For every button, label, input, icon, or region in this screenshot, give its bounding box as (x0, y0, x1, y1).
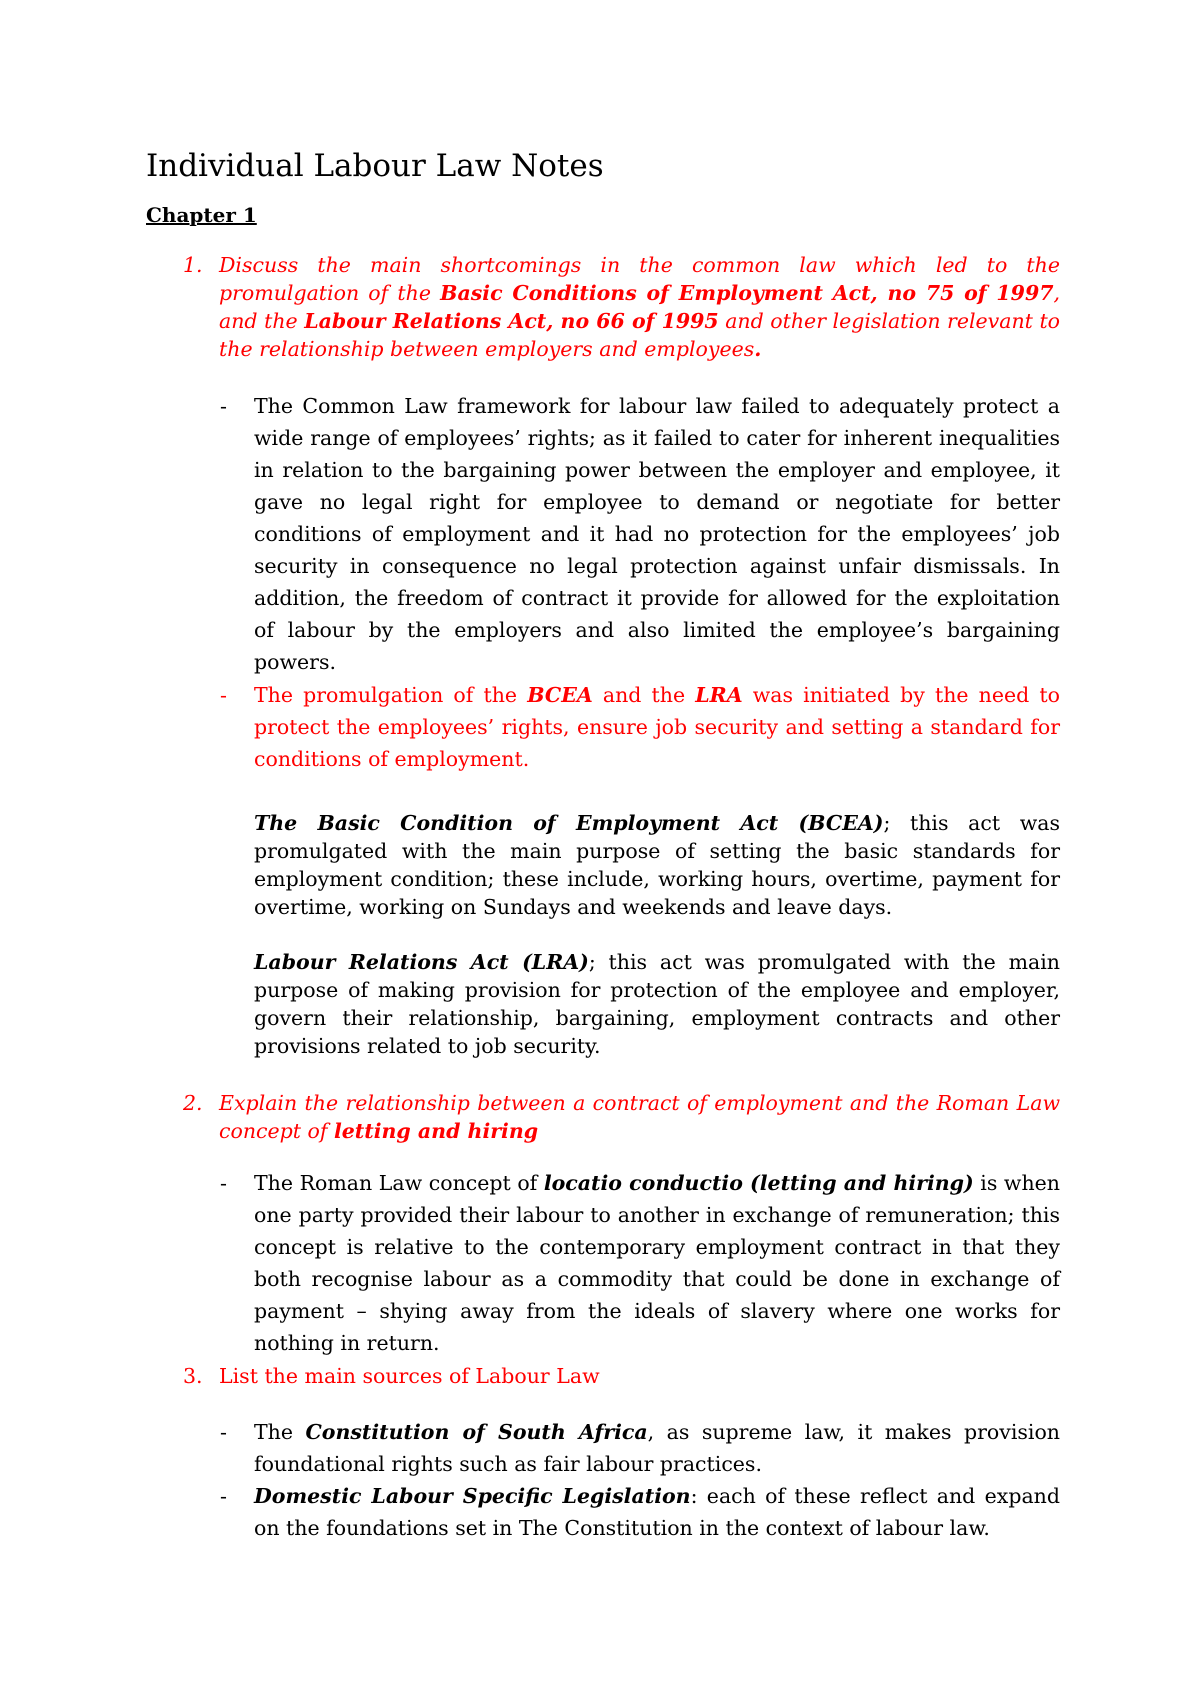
bullet-item: - The Common Law framework for labour law failed to adequately protect a wide range of employees’ rights; as it failed to cater for inherent inequalities in relation to the bargaining power between the employer and employee, it gave no legal right for employee to demand or negotiate for better conditions of employment and it had no protection for the employees’ job security in consequence no legal protection against unfair dismissals. In addition, the freedom of contract it provide for allowed for the exploitation of labour by the employers and also limited the employee’s bargaining powers. (254, 390, 1060, 678)
question-1: 1. Discuss the main shortcomings in the common law which led to the promulgation of the Basic Conditions of Employment Act, no 75 of 1997, and the Labour Relations Act, no 66 of 1995 and other legislation relevant to the relationship between employers and employees. (183, 253, 1061, 361)
bullet-item: - The Constitution of South Africa, as supreme law, it makes provision foundational rights such as fair labour practices. (254, 1416, 1060, 1480)
question-number: 3. (183, 1364, 203, 1388)
chapter-heading: Chapter 1 (146, 203, 257, 227)
bullet-item: - The Roman Law concept of locatio conductio (letting and hiring) is when one party provided their labour to another in exchange of remuneration; this concept is relative to the contemporary employment contract in that they both recognise labour as a commodity that could be done in exchange of payment – shying away from the ideals of slavery where one works for nothing in return. (254, 1167, 1060, 1359)
bullet-dash: - (220, 683, 227, 707)
bullet-item: - The promulgation of the BCEA and the LRA was initiated by the need to protect the employees’ rights, ensure job security and setting a standard for conditions of employment. (254, 679, 1060, 775)
page-title: Individual Labour Law Notes (146, 148, 604, 184)
bullet-item: - Domestic Labour Specific Legislation: each of these reflect and expand on the foundations set in The Constitution in the context of labour law. (254, 1480, 1060, 1544)
defined-term: Domestic Labour Specific Legislation (254, 1484, 691, 1508)
act-name: Labour Relations Act, no 66 of 1995 (304, 309, 719, 333)
bullet-dash: - (220, 394, 227, 418)
bullet-dash: - (220, 1171, 227, 1195)
question-2: 2. Explain the relationship between a contract of employment and the Roman Law concept of letting and hiring (183, 1091, 1060, 1143)
question-number: 2. (183, 1091, 203, 1115)
defined-term: Labour Relations Act (LRA) (254, 950, 589, 974)
definition-paragraph: Labour Relations Act (LRA); this act was promulgated with the main purpose of making provision for protection of the employee and employer, govern their relationship, bargaining, employment contracts and other provisions related to job security. (254, 950, 1060, 1058)
bullet-dash: - (220, 1484, 227, 1508)
defined-term: The Basic Condition of Employment Act (BCEA) (254, 811, 884, 835)
defined-term: locatio conductio (letting and hiring) (543, 1171, 974, 1195)
defined-term: Constitution of South Africa (305, 1420, 648, 1444)
question-3: 3. List the main sources of Labour Law (183, 1364, 600, 1388)
question-number: 1. (183, 253, 203, 277)
bullet-dash: - (220, 1420, 227, 1444)
act-name: Basic Conditions of Employment Act, no 75 of 1997 (440, 281, 1054, 305)
definition-paragraph: The Basic Condition of Employment Act (BCEA); this act was promulgated with the main purpose of setting the basic standards for employment condition; these include, working hours, overtime, payment for overtime, working on Sundays and weekends and leave days. (254, 811, 1060, 919)
